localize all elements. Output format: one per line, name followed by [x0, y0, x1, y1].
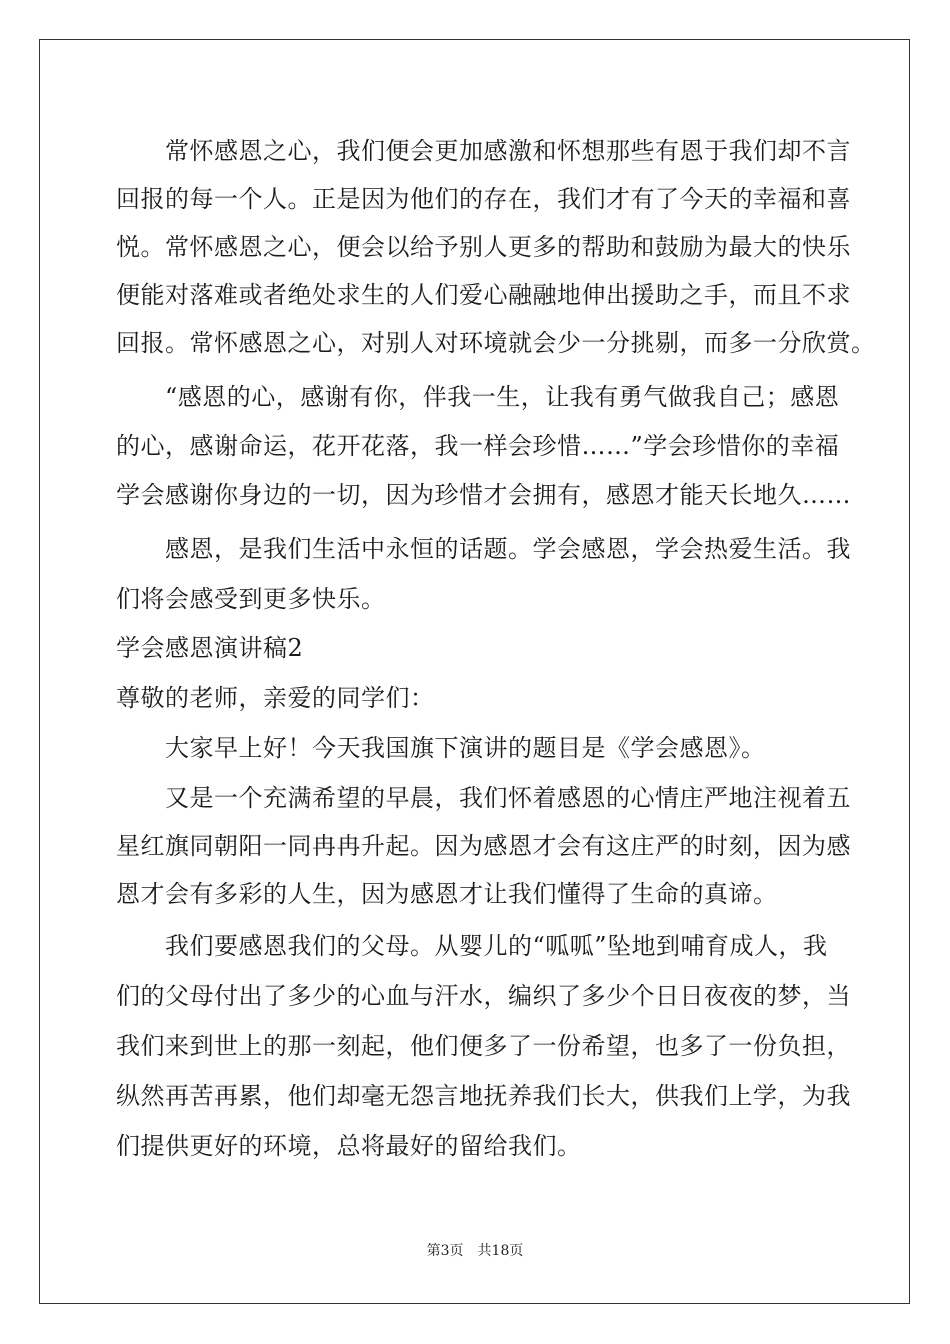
- page-number-footer: 第3页 共18页: [426, 1243, 524, 1259]
- paragraph-line: 感恩，是我们生活中永恒的话题。学会感恩，学会热爱生活。我: [116, 535, 851, 563]
- paragraph-line: 我们来到世上的那一刻起，他们便多了一份希望，也多了一份负担，: [116, 1032, 851, 1060]
- paragraph-line: 的心，感谢命运，花开花落，我一样会珍惜……”学会珍惜你的幸福: [116, 432, 840, 460]
- paragraph-line: 便能对落难或者绝处求生的人们爱心融融地伸出援助之手，而且不求: [116, 281, 851, 309]
- paragraph-line: 星红旗同朝阳一同冉冉升起。因为感恩才会有这庄严的时刻，因为感: [116, 832, 851, 860]
- paragraph-line: “感恩的心，感谢有你，伴我一生，让我有勇气做我自己；感恩: [116, 383, 840, 411]
- paragraph-line: 悦。常怀感恩之心，便会以给予别人更多的帮助和鼓励为最大的快乐: [116, 233, 851, 261]
- paragraph-line: 又是一个充满希望的早晨，我们怀着感恩的心情庄严地注视着五: [116, 784, 851, 812]
- paragraph-line: 们的父母付出了多少的心血与汗水，编织了多少个日日夜夜的梦，当: [116, 982, 851, 1010]
- paragraph-line: 回报。常怀感恩之心，对别人对环境就会少一分挑剔，而多一分欣赏。: [116, 329, 876, 357]
- paragraph-line: 常怀感恩之心，我们便会更加感激和怀想那些有恩于我们却不言: [116, 137, 851, 165]
- paragraph-line: 我们要感恩我们的父母。从婴儿的“呱呱”坠地到哺育成人，我: [116, 932, 828, 960]
- paragraph-line: 学会感谢你身边的一切，因为珍惜才会拥有，感恩才能天长地久……: [116, 481, 851, 509]
- paragraph-line: 纵然再苦再累，他们却毫无怨言地抚养我们长大，供我们上学，为我: [116, 1082, 851, 1110]
- salutation: 尊敬的老师，亲爱的同学们：: [116, 684, 435, 712]
- paragraph-line: 们将会感受到更多快乐。: [116, 585, 386, 613]
- paragraph-line: 恩才会有多彩的人生，因为感恩才让我们懂得了生命的真谛。: [116, 880, 778, 908]
- section-heading: 学会感恩演讲稿2: [116, 634, 304, 662]
- paragraph-line: 回报的每一个人。正是因为他们的存在，我们才有了今天的幸福和喜: [116, 185, 851, 213]
- page-frame: [39, 39, 910, 1304]
- paragraph-line: 大家早上好！今天我国旗下演讲的题目是《学会感恩》。: [116, 734, 766, 762]
- paragraph-line: 们提供更好的环境，总将最好的留给我们。: [116, 1132, 582, 1160]
